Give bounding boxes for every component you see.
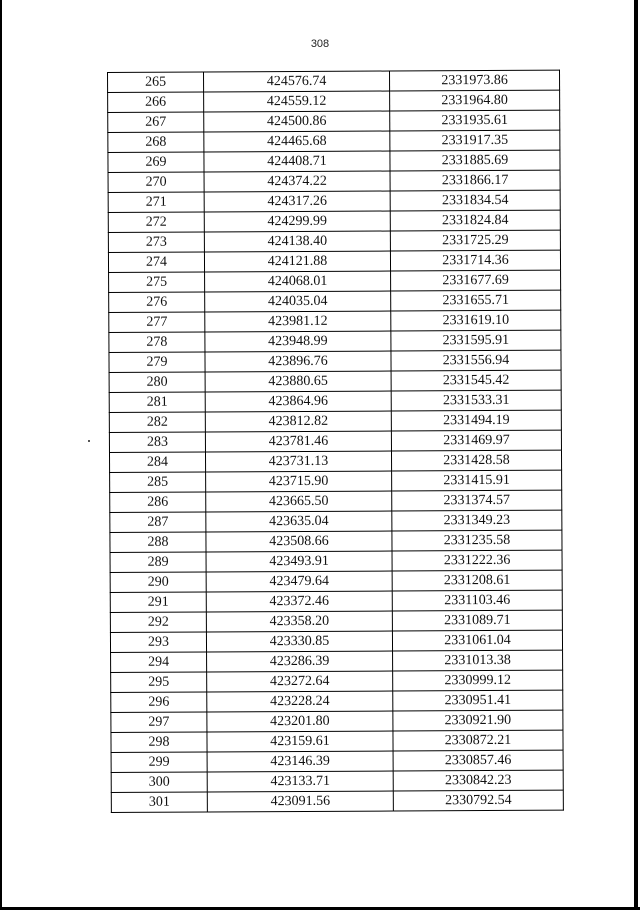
- point-number-cell: 270: [108, 172, 204, 193]
- x-coordinate-cell: 423286.39: [207, 651, 393, 672]
- x-coordinate-cell: 423493.91: [206, 551, 392, 572]
- point-number-cell: 290: [110, 572, 206, 593]
- y-coordinate-cell: 2331619.10: [391, 310, 561, 331]
- point-number-cell: 281: [109, 392, 205, 413]
- x-coordinate-cell: 423272.64: [207, 671, 393, 692]
- table-row: [110, 530, 562, 552]
- x-coordinate-cell: 423948.99: [205, 331, 391, 352]
- point-number-cell: 277: [109, 312, 205, 333]
- point-number-cell: 287: [110, 512, 206, 533]
- x-coordinate-cell: 424559.12: [204, 91, 390, 112]
- table-row: [111, 750, 563, 772]
- table-row: [110, 550, 562, 572]
- point-number-cell: 266: [108, 92, 204, 113]
- x-coordinate-cell: 424374.22: [204, 171, 390, 192]
- table-row: [110, 570, 562, 592]
- x-coordinate-cell: 423146.39: [207, 751, 393, 772]
- y-coordinate-cell: 2330999.12: [393, 670, 563, 691]
- x-coordinate-cell: 423091.56: [207, 791, 393, 812]
- y-coordinate-cell: 2330872.21: [393, 730, 563, 751]
- x-coordinate-cell: 424500.86: [204, 111, 390, 132]
- table-body: [108, 70, 564, 812]
- y-coordinate-cell: 2331655.71: [391, 290, 561, 311]
- table-row: [108, 70, 560, 92]
- scan-border-left: [0, 0, 2, 910]
- point-number-cell: 278: [109, 332, 205, 353]
- table-row: [111, 710, 563, 732]
- point-number-cell: 292: [110, 612, 206, 633]
- x-coordinate-cell: 424408.71: [204, 151, 390, 172]
- x-coordinate-cell: 423812.82: [205, 411, 391, 432]
- point-number-cell: 286: [110, 492, 206, 513]
- point-number-cell: 265: [108, 72, 204, 93]
- x-coordinate-cell: 423781.46: [205, 431, 391, 452]
- x-coordinate-cell: 423159.61: [207, 731, 393, 752]
- y-coordinate-cell: 2331469.97: [391, 430, 561, 451]
- point-number-cell: 300: [111, 772, 207, 793]
- y-coordinate-cell: 2331545.42: [391, 370, 561, 391]
- x-coordinate-cell: 424035.04: [205, 291, 391, 312]
- table-row: [108, 190, 560, 212]
- x-coordinate-cell: 424121.88: [204, 251, 390, 272]
- y-coordinate-cell: 2331103.46: [392, 590, 562, 611]
- y-coordinate-cell: 2330857.46: [393, 750, 563, 771]
- x-coordinate-cell: 424465.68: [204, 131, 390, 152]
- point-number-cell: 280: [109, 372, 205, 393]
- point-number-cell: 274: [108, 252, 204, 273]
- table-row: [108, 110, 560, 132]
- point-number-cell: 282: [109, 412, 205, 433]
- y-coordinate-cell: 2331061.04: [392, 630, 562, 651]
- point-number-cell: 273: [108, 232, 204, 253]
- y-coordinate-cell: 2331917.35: [390, 130, 560, 151]
- y-coordinate-cell: 2331428.58: [391, 450, 561, 471]
- y-coordinate-cell: 2331089.71: [392, 610, 562, 631]
- y-coordinate-cell: 2331222.36: [392, 550, 562, 571]
- x-coordinate-cell: 423330.85: [206, 631, 392, 652]
- point-number-cell: 279: [109, 352, 205, 373]
- table-row: [109, 270, 561, 292]
- point-number-cell: 301: [111, 792, 207, 813]
- y-coordinate-cell: 2331349.23: [392, 510, 562, 531]
- x-coordinate-cell: 423635.04: [206, 511, 392, 532]
- table-row: [109, 370, 561, 392]
- point-number-cell: 295: [111, 672, 207, 693]
- x-coordinate-cell: 423228.24: [207, 691, 393, 712]
- point-number-cell: 267: [108, 112, 204, 133]
- table-row: [109, 450, 561, 472]
- point-number-cell: 291: [110, 592, 206, 613]
- table-row: [111, 790, 563, 812]
- table-row: [109, 390, 561, 412]
- table-row: [108, 210, 560, 232]
- table-row: [109, 410, 561, 432]
- point-number-cell: 284: [109, 452, 205, 473]
- table-row: [108, 170, 560, 192]
- table-row: [108, 250, 560, 272]
- x-coordinate-cell: 424068.01: [205, 271, 391, 292]
- table-row: [111, 730, 563, 752]
- y-coordinate-cell: 2330792.54: [393, 790, 563, 811]
- table-row: [109, 350, 561, 372]
- y-coordinate-cell: 2331885.69: [390, 150, 560, 171]
- table-row: [110, 470, 562, 492]
- point-number-cell: 299: [111, 752, 207, 773]
- coordinates-table: [107, 70, 564, 813]
- table-row: [111, 770, 563, 792]
- point-number-cell: 272: [108, 212, 204, 233]
- x-coordinate-cell: 423880.65: [205, 371, 391, 392]
- point-number-cell: 285: [110, 472, 206, 493]
- x-coordinate-cell: 423372.46: [206, 591, 392, 612]
- point-number-cell: 269: [108, 152, 204, 173]
- y-coordinate-cell: 2331964.80: [390, 90, 560, 111]
- y-coordinate-cell: 2330842.23: [393, 770, 563, 791]
- y-coordinate-cell: 2331824.84: [390, 210, 560, 231]
- table-row: [109, 430, 561, 452]
- point-number-cell: 288: [110, 532, 206, 553]
- table-row: [110, 590, 562, 612]
- x-coordinate-cell: 423665.50: [206, 491, 392, 512]
- x-coordinate-cell: 423201.80: [207, 711, 393, 732]
- table-row: [109, 330, 561, 352]
- y-coordinate-cell: 2331714.36: [390, 250, 560, 271]
- point-number-cell: 296: [111, 692, 207, 713]
- y-coordinate-cell: 2331834.54: [390, 190, 560, 211]
- table-row: [111, 650, 563, 672]
- y-coordinate-cell: 2331415.91: [392, 470, 562, 491]
- y-coordinate-cell: 2331533.31: [391, 390, 561, 411]
- y-coordinate-cell: 2330921.90: [393, 710, 563, 731]
- y-coordinate-cell: 2331973.86: [389, 70, 559, 91]
- table-row: [110, 510, 562, 532]
- x-coordinate-cell: 423133.71: [207, 771, 393, 792]
- table-row: [108, 90, 560, 112]
- x-coordinate-cell: 423864.96: [205, 391, 391, 412]
- y-coordinate-cell: 2331494.19: [391, 410, 561, 431]
- table-row: [108, 230, 560, 252]
- y-coordinate-cell: 2331677.69: [391, 270, 561, 291]
- page-number: 308: [310, 38, 330, 50]
- x-coordinate-cell: 423508.66: [206, 531, 392, 552]
- table-row: [109, 310, 561, 332]
- y-coordinate-cell: 2331235.58: [392, 530, 562, 551]
- x-coordinate-cell: 423479.64: [206, 571, 392, 592]
- scan-border-right: [634, 0, 638, 910]
- table-row: [110, 490, 562, 512]
- y-coordinate-cell: 2331208.61: [392, 570, 562, 591]
- x-coordinate-cell: 424299.99: [204, 211, 390, 232]
- point-number-cell: 276: [109, 292, 205, 313]
- point-number-cell: 289: [110, 552, 206, 573]
- y-coordinate-cell: 2331556.94: [391, 350, 561, 371]
- point-number-cell: 271: [108, 192, 204, 213]
- point-number-cell: 294: [111, 652, 207, 673]
- table-row: [111, 670, 563, 692]
- table-row: [108, 130, 560, 152]
- y-coordinate-cell: 2331866.17: [390, 170, 560, 191]
- x-coordinate-cell: 423981.12: [205, 311, 391, 332]
- table-row: [109, 290, 561, 312]
- y-coordinate-cell: 2331374.57: [392, 490, 562, 511]
- point-number-cell: 298: [111, 732, 207, 753]
- point-number-cell: 293: [110, 632, 206, 653]
- y-coordinate-cell: 2331935.61: [390, 110, 560, 131]
- x-coordinate-cell: 423715.90: [206, 471, 392, 492]
- x-coordinate-cell: 423896.76: [205, 351, 391, 372]
- scan-speck: [88, 440, 90, 442]
- coordinates-table-wrapper: [107, 70, 563, 813]
- table-row: [110, 630, 562, 652]
- y-coordinate-cell: 2331013.38: [393, 650, 563, 671]
- x-coordinate-cell: 424576.74: [204, 71, 390, 92]
- table-row: [111, 690, 563, 712]
- point-number-cell: 283: [109, 432, 205, 453]
- x-coordinate-cell: 423358.20: [206, 611, 392, 632]
- x-coordinate-cell: 423731.13: [205, 451, 391, 472]
- table-row: [110, 610, 562, 632]
- point-number-cell: 268: [108, 132, 204, 153]
- point-number-cell: 297: [111, 712, 207, 733]
- table-row: [108, 150, 560, 172]
- point-number-cell: 275: [109, 272, 205, 293]
- x-coordinate-cell: 424317.26: [204, 191, 390, 212]
- y-coordinate-cell: 2331595.91: [391, 330, 561, 351]
- x-coordinate-cell: 424138.40: [204, 231, 390, 252]
- y-coordinate-cell: 2331725.29: [390, 230, 560, 251]
- y-coordinate-cell: 2330951.41: [393, 690, 563, 711]
